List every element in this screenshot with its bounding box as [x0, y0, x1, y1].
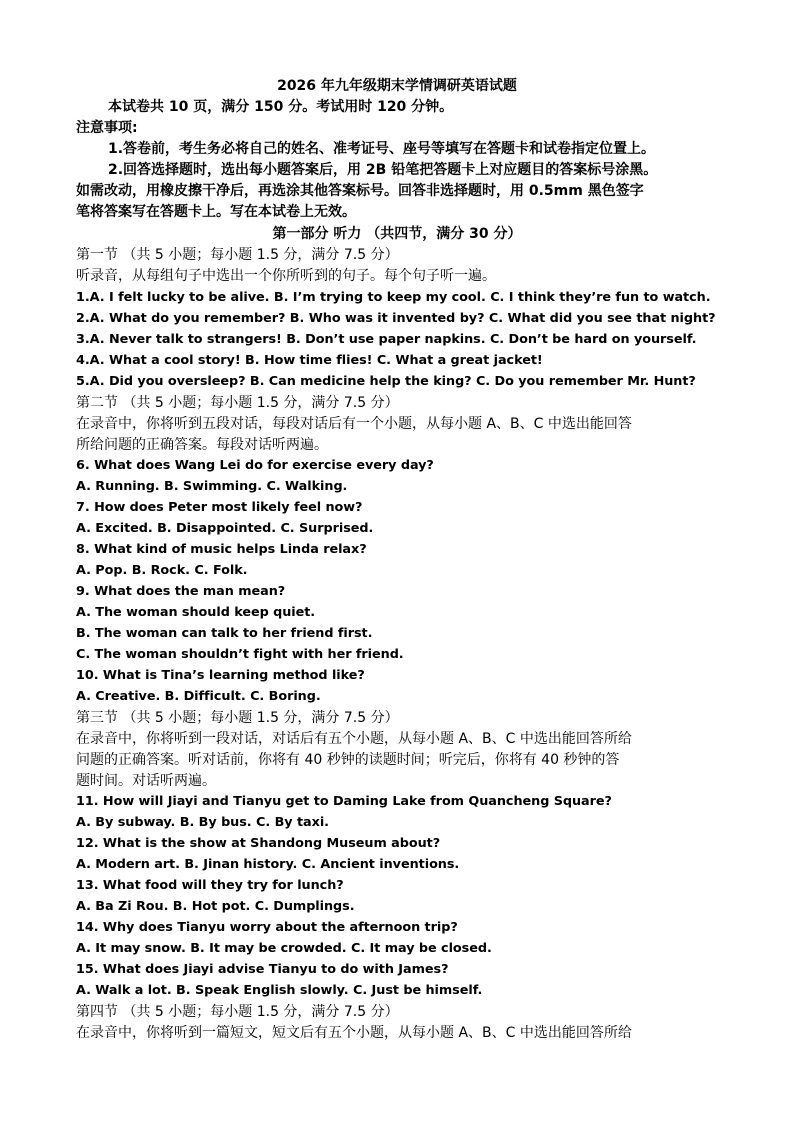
section1-instruction: 听录音，从每组句子中选出一个你所听到的句子。每个句子听一遍。 — [76, 268, 496, 284]
question-line: 15. What does Jiayi advise Tianyu to do with James? — [76, 962, 449, 977]
option-line: A. Creative. B. Difficult. C. Boring. — [76, 689, 321, 704]
question-line: 7. How does Peter most likely feel now? — [76, 500, 363, 515]
section3-instruction: 问题的正确答案。听对话前，你将有 40 秒钟的读题时间；听完后，你将有 40 秒钟的答 — [76, 752, 620, 768]
note-item-2-cont: 笔将答案写在答题卡上。写在本试卷上无效。 — [76, 204, 356, 220]
section3-title: 第三节 （共 5 小题；每小题 1.5 分，满分 7.5 分） — [76, 710, 399, 726]
question-line: 5.A. Did you oversleep? B. Can medicine help the king? C. Do you remember Mr. Hunt? — [76, 374, 696, 389]
question-line: 9. What does the man mean? — [76, 584, 286, 599]
section1-title: 第一节 （共 5 小题；每小题 1.5 分，满分 7.5 分） — [76, 247, 399, 263]
notes-heading: 注意事项: — [76, 120, 138, 136]
option-line: A. Walk a lot. B. Speak English slowly. C. Just be himself. — [76, 983, 483, 998]
question-line: 14. Why does Tianyu worry about the afternoon trip? — [76, 920, 458, 935]
option-line: A. Running. B. Swimming. C. Walking. — [76, 479, 348, 494]
option-line: A. Modern art. B. Jinan history. C. Ancient inventions. — [76, 857, 460, 872]
question-line: 12. What is the show at Shandong Museum about? — [76, 836, 441, 851]
section4-title: 第四节 （共 5 小题；每小题 1.5 分，满分 7.5 分） — [76, 1004, 399, 1020]
part1-title: 第一部分 听力 （共四节，满分 30 分） — [272, 226, 522, 242]
section2-instruction: 所给问题的正确答案。每段对话听两遍。 — [76, 437, 328, 453]
note-item-1: 1.答卷前，考生务必将自己的姓名、准考证号、座号等填写在答题卡和试卷指定位置上。 — [108, 141, 656, 157]
section4-instruction: 在录音中，你将听到一篇短文，短文后有五个小题，从每小题 A、B、C 中选出能回答所给 — [76, 1025, 632, 1041]
option-line: A. Pop. B. Rock. C. Folk. — [76, 563, 248, 578]
question-line: 6. What does Wang Lei do for exercise every day? — [76, 458, 434, 473]
question-line: 4.A. What a cool story! B. How time flies! C. What a great jacket! — [76, 353, 543, 368]
option-line: A. Excited. B. Disappointed. C. Surprised. — [76, 521, 374, 536]
question-line: 10. What is Tina’s learning method like? — [76, 668, 365, 683]
exam-title: 2026 年九年级期末学情调研英语试题 — [277, 78, 517, 94]
option-line: A. It may snow. B. It may be crowded. C. It may be closed. — [76, 941, 492, 956]
option-line: A. The woman should keep quiet. — [76, 605, 316, 620]
option-line: A. Ba Zi Rou. B. Hot pot. C. Dumplings. — [76, 899, 355, 914]
question-line: 8. What kind of music helps Linda relax? — [76, 542, 367, 557]
option-line: A. By subway. B. By bus. C. By taxi. — [76, 815, 329, 830]
section3-instruction: 题时间。对话听两遍。 — [76, 773, 216, 789]
section2-title: 第二节 （共 5 小题；每小题 1.5 分，满分 7.5 分） — [76, 395, 399, 411]
note-item-2-cont: 如需改动，用橡皮擦干净后，再选涂其他答案标号。回答非选择题时，用 0.5mm 黑色签字 — [76, 183, 644, 199]
question-line: 3.A. Never talk to strangers! B. Don’t use paper napkins. C. Don’t be hard on yourself. — [76, 332, 697, 347]
question-line: 2.A. What do you remember? B. Who was it invented by? C. What did you see that night? — [76, 311, 716, 326]
option-line: B. The woman can talk to her friend first. — [76, 626, 373, 641]
question-line: 11. How will Jiayi and Tianyu get to Daming Lake from Quancheng Square? — [76, 794, 612, 809]
question-line: 13. What food will they try for lunch? — [76, 878, 344, 893]
section3-instruction: 在录音中，你将听到一段对话，对话后有五个小题，从每小题 A、B、C 中选出能回答所给 — [76, 731, 632, 747]
section2-instruction: 在录音中，你将听到五段对话，每段对话后有一个小题，从每小题 A、B、C 中选出能回答 — [76, 416, 632, 432]
question-line: 1.A. I felt lucky to be alive. B. I’m trying to keep my cool. C. I think they’re fun to watch. — [76, 290, 711, 305]
exam-info: 本试卷共 10 页，满分 150 分。考试用时 120 分钟。 — [108, 99, 454, 115]
option-line: C. The woman shouldn’t fight with her friend. — [76, 647, 404, 662]
note-item-2: 2.回答选择题时，选出每小题答案后，用 2B 铅笔把答题卡上对应题目的答案标号涂黑。 — [108, 162, 658, 178]
